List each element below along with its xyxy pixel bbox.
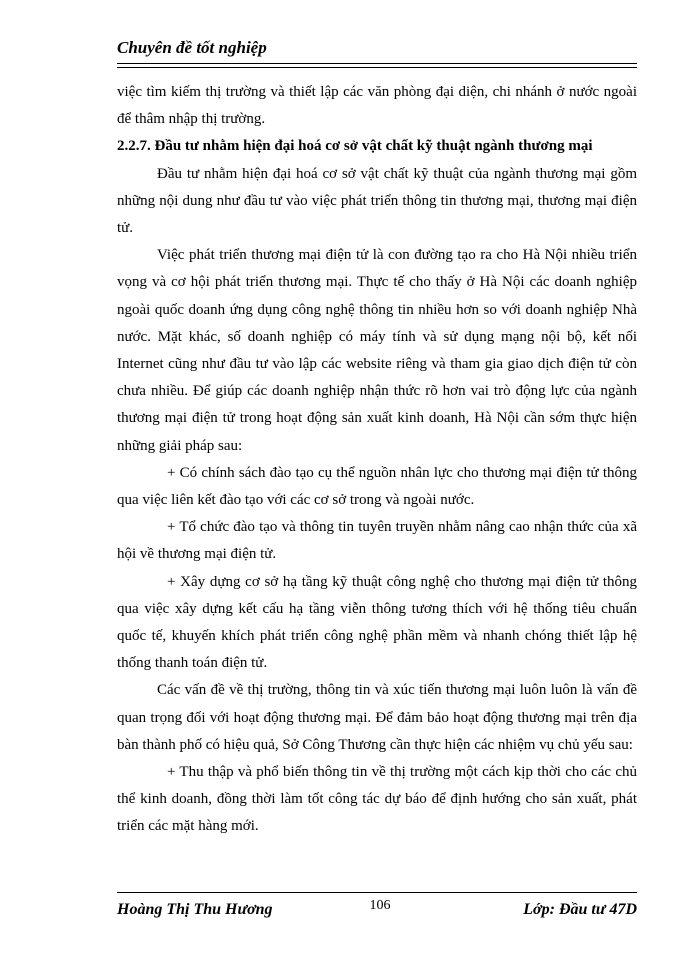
header-divider bbox=[117, 63, 637, 68]
paragraph: Việc phát triển thương mại điện tử là con đường tạo ra cho Hà Nội nhiều triển vọng và cơ hội phát triển thương mại. Thực tế cho thấy ở Hà Nội các doanh nghiệp ngoài quốc doanh ứng dụng công nghệ thông tin nhiều hơn so với doanh nghiệp Nhà nước. Mặt khác, số doanh nghiệp có máy tính và sử dụng mạng nội bộ, kết nối Internet cũng như đầu tư vào lập các website riêng và tham gia giao dịch điện tử còn chưa nhiều. Để giúp các doanh nghiệp nhận thức rõ hơn vai trò động lực của ngành thương mại điện tử trong hoạt động sản xuất kinh doanh, Hà Nội cần sớm thực hiện những giải pháp sau: bbox=[117, 247, 637, 454]
bullet-item: + Có chính sách đào tạo cụ thể nguồn nhân lực cho thương mại điện tử thông qua việc liên kết đào tạo với các cơ sở trong và ngoài nước. bbox=[117, 464, 637, 509]
document-body bbox=[117, 79, 637, 841]
section-heading: 2.2.7. Đầu tư nhằm hiện đại hoá cơ sở vật chất kỹ thuật ngành thương mại bbox=[117, 138, 593, 155]
paragraph-continuation: việc tìm kiếm thị trường và thiết lập các văn phòng đại diện, chi nhánh ở nước ngoài để thâm nhập thị trường. bbox=[117, 84, 637, 128]
footer-class-label: Lớp: Đầu tư 47D bbox=[523, 901, 637, 918]
bullet-item: + Thu thập và phổ biến thông tin về thị trường một cách kịp thời cho các chủ thể kinh doanh, đồng thời làm tốt công tác dự báo để định hướng cho sản xuất, phát triển các mặt hàng mới. bbox=[117, 764, 637, 835]
paragraph: Các vấn đề về thị trường, thông tin và xúc tiến thương mại luôn luôn là vấn đề quan trọng đối với hoạt động thương mại. Để đảm bảo hoạt động thương mại trên địa bàn thành phố có hiệu quả, Sở Công Thương cần thực hiện các nhiệm vụ chủ yếu sau: bbox=[117, 682, 637, 753]
bullet-item: + Xây dựng cơ sở hạ tầng kỹ thuật công nghệ cho thương mại điện tử thông qua việc xây dựng kết cấu hạ tầng viễn thông tương thích với hệ thống tiêu chuẩn quốc tế, khuyến khích phát triển công nghệ phần mềm và nhanh chóng thiết lập hệ thống thanh toán điện tử. bbox=[117, 573, 637, 672]
paragraph: Đầu tư nhằm hiện đại hoá cơ sở vật chất kỹ thuật của ngành thương mại gồm những nội dung như đầu tư vào việc phát triển thông tin thương mại, thương mại điện tử. bbox=[117, 165, 637, 237]
footer-author: Hoàng Thị Thu Hương bbox=[117, 901, 273, 918]
bullet-item: + Tổ chức đào tạo và thông tin tuyên truyền nhằm nâng cao nhận thức của xã hội về thương mại điện tử. bbox=[117, 519, 637, 563]
page-number: 106 bbox=[369, 898, 391, 913]
footer-divider bbox=[117, 892, 637, 893]
page-header-title: Chuyên đề tốt nghiệp bbox=[117, 38, 267, 57]
